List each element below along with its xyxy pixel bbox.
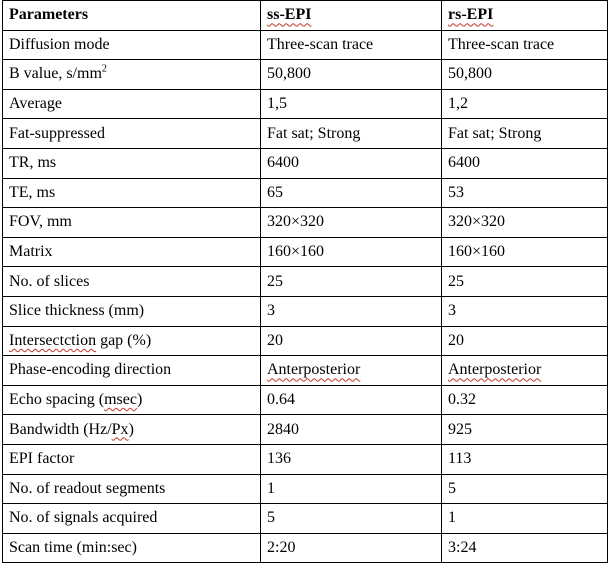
table-row bbox=[3, 89, 608, 119]
parameter-text-pre: Bandwidth (Hz/ bbox=[9, 420, 112, 438]
parameter-misspelled-word: Intersectction bbox=[9, 331, 97, 349]
rs-epi-cell: 320×320 bbox=[442, 208, 608, 238]
rs-epi-cell: 1,2 bbox=[442, 89, 608, 119]
rs-epi-cell: 160×160 bbox=[442, 237, 608, 267]
rs-epi-cell bbox=[442, 356, 608, 386]
rs-epi-cell: 25 bbox=[442, 267, 608, 297]
ss-epi-cell bbox=[261, 356, 442, 386]
parameter-text: gap (%) bbox=[96, 331, 152, 349]
table-row bbox=[3, 444, 608, 474]
ss-epi-cell: 320×320 bbox=[261, 208, 442, 238]
parameter-cell: Fat-suppressed bbox=[3, 119, 261, 149]
parameter-cell: No. of slices bbox=[3, 267, 261, 297]
table-row bbox=[3, 504, 608, 534]
rs-epi-cell: 5 bbox=[442, 474, 608, 504]
table-row bbox=[3, 60, 608, 90]
rs-epi-value: Anterposterior bbox=[448, 361, 542, 379]
rs-epi-cell: 0.32 bbox=[442, 385, 608, 415]
ss-epi-cell: 2:20 bbox=[261, 533, 442, 563]
ss-epi-cell: 1,5 bbox=[261, 89, 442, 119]
parameter-cell: Scan time (min:sec) bbox=[3, 533, 261, 563]
parameter-cell: Matrix bbox=[3, 237, 261, 267]
ss-epi-cell: 0.64 bbox=[261, 385, 442, 415]
parameter-text-pre: Echo spacing ( bbox=[9, 391, 105, 409]
ss-epi-cell: Three-scan trace bbox=[261, 30, 442, 60]
rs-epi-cell: 113 bbox=[442, 444, 608, 474]
ss-epi-cell: 160×160 bbox=[261, 237, 442, 267]
header-rs-epi-label: rs-EPI bbox=[448, 6, 494, 24]
table-row bbox=[3, 119, 608, 149]
parameters-table bbox=[2, 0, 608, 563]
rs-epi-cell: 3:24 bbox=[442, 533, 608, 563]
table-row bbox=[3, 326, 608, 356]
ss-epi-cell: 65 bbox=[261, 178, 442, 208]
header-ss-epi-label: ss-EPI bbox=[267, 6, 312, 24]
parameter-flagged-word: Px bbox=[111, 420, 129, 438]
ss-epi-cell: 6400 bbox=[261, 148, 442, 178]
rs-epi-cell: 6400 bbox=[442, 148, 608, 178]
header-rs-epi bbox=[442, 1, 608, 31]
ss-epi-cell: 1 bbox=[261, 474, 442, 504]
header-parameters: Parameters bbox=[3, 1, 261, 31]
rs-epi-cell: Three-scan trace bbox=[442, 30, 608, 60]
rs-epi-cell: 3 bbox=[442, 296, 608, 326]
parameter-text-post: ) bbox=[136, 391, 143, 409]
ss-epi-cell: 136 bbox=[261, 444, 442, 474]
parameter-cell bbox=[3, 415, 261, 445]
parameter-text: B value, s/mm bbox=[9, 65, 102, 83]
parameter-cell: EPI factor bbox=[3, 444, 261, 474]
table-header-row bbox=[3, 1, 608, 31]
ss-epi-cell: 50,800 bbox=[261, 60, 442, 90]
rs-epi-cell: 1 bbox=[442, 504, 608, 534]
parameter-cell: Average bbox=[3, 89, 261, 119]
parameter-cell bbox=[3, 326, 261, 356]
rs-epi-cell: 50,800 bbox=[442, 60, 608, 90]
ss-epi-cell: 25 bbox=[261, 267, 442, 297]
parameter-cell: TE, ms bbox=[3, 178, 261, 208]
parameter-cell: Slice thickness (mm) bbox=[3, 296, 261, 326]
table-row bbox=[3, 474, 608, 504]
ss-epi-cell: 5 bbox=[261, 504, 442, 534]
rs-epi-cell: Fat sat; Strong bbox=[442, 119, 608, 149]
table-row bbox=[3, 178, 608, 208]
parameter-text-post: ) bbox=[128, 420, 134, 438]
table-row bbox=[3, 148, 608, 178]
table-row bbox=[3, 415, 608, 445]
parameter-cell bbox=[3, 385, 261, 415]
parameter-superscript: 2 bbox=[101, 64, 107, 76]
parameter-cell: Phase-encoding direction bbox=[3, 356, 261, 386]
table-row bbox=[3, 208, 608, 238]
table-row bbox=[3, 533, 608, 563]
parameter-cell bbox=[3, 60, 261, 90]
rs-epi-cell: 53 bbox=[442, 178, 608, 208]
ss-epi-cell: 3 bbox=[261, 296, 442, 326]
ss-epi-cell: 2840 bbox=[261, 415, 442, 445]
parameter-cell: FOV, mm bbox=[3, 208, 261, 238]
parameter-flagged-word: msec bbox=[104, 391, 137, 409]
header-ss-epi bbox=[261, 1, 442, 31]
ss-epi-cell: 20 bbox=[261, 326, 442, 356]
parameter-cell: Diffusion mode bbox=[3, 30, 261, 60]
ss-epi-value: Anterposterior bbox=[267, 361, 361, 379]
rs-epi-cell: 20 bbox=[442, 326, 608, 356]
table-row bbox=[3, 237, 608, 267]
parameter-cell: No. of signals acquired bbox=[3, 504, 261, 534]
parameter-cell: No. of readout segments bbox=[3, 474, 261, 504]
parameter-cell: TR, ms bbox=[3, 148, 261, 178]
table-row bbox=[3, 296, 608, 326]
table-row bbox=[3, 356, 608, 386]
table-row bbox=[3, 267, 608, 297]
rs-epi-cell: 925 bbox=[442, 415, 608, 445]
ss-epi-cell: Fat sat; Strong bbox=[261, 119, 442, 149]
table-row bbox=[3, 385, 608, 415]
table-row bbox=[3, 30, 608, 60]
